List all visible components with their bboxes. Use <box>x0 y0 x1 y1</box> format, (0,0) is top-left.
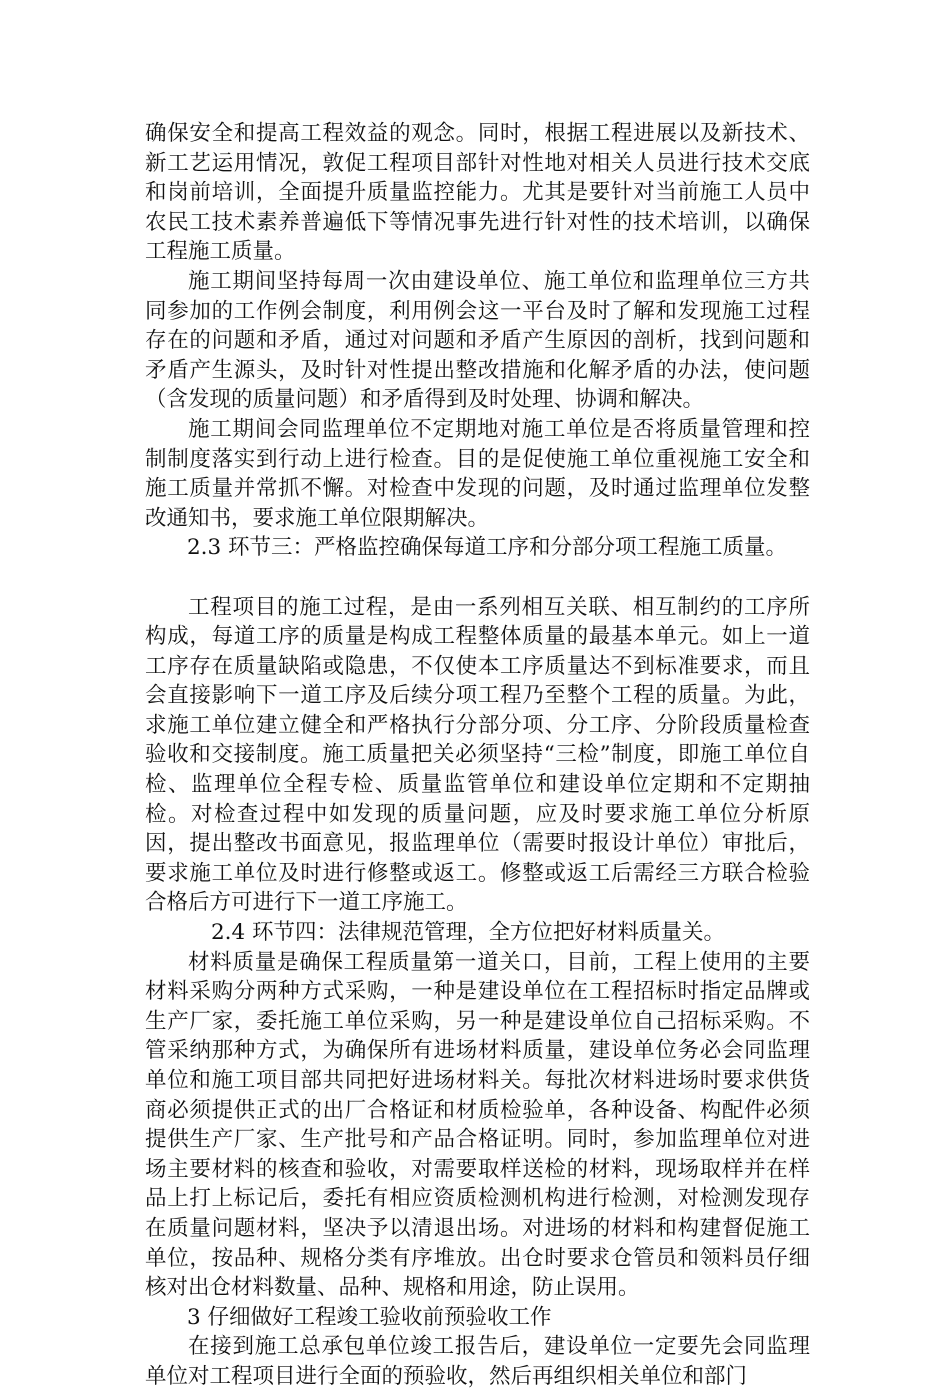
paragraph-inspection: 施工期间会同监理单位不定期地对施工单位是否将质量管理和控制制度落实到行动上进行检查。目的是促使施工单位重视施工安全和施工质量并常抓不懈。对检查中发现的问题，及时通过监理单位发整改通知书，要求施工单位限期解决。 <box>145 416 810 531</box>
paragraph-process-quality: 工程项目的施工过程，是由一系列相互关联、相互制约的工序所构成，每道工序的质量是构成工程整体质量的最基本单元。如上一道工序存在质量缺陷或隐患，不仅使本工序质量达不到标准要求，而且会直接影响下一道工序及后续分项工程乃至整个工程的质量。为此，求施工单位建立健全和严格执行分部分项、分工序、分阶段质量检查验收和交接制度。施工质量把关必须坚持“三检”制度，即施工单位自检、监理单位全程专检、质量监管单位和建设单位定期和不定期抽检。对检查过程中如发现的质量问题，应及时要求施工单位分析原因，提出整改书面意见，报监理单位（需要时报设计单位）审批后，要求施工单位及时进行修整或返工。修整或返工后需经三方联合检验合格后方可进行下一道工序施工。 <box>145 594 810 916</box>
paragraph-pre-acceptance: 在接到施工总承包单位竣工报告后，建设单位一定要先会同监理单位对工程项目进行全面的预验收，然后再组织相关单位和部门 <box>145 1334 810 1389</box>
paragraph-material-quality: 材料质量是确保工程质量第一道关口，目前，工程上使用的主要材料采购分两种方式采购，一种是建设单位在工程招标时指定品牌或生产厂家，委托施工单位采购，另一种是建设单位自己招标采购。不管采纳那种方式，为确保所有进场材料质量，建设单位务必会同监理单位和施工项目部共同把好进场材料关。每批次材料进场时要求供货商必须提供正式的出厂合格证和材质检验单，各种设备、构配件必须提供生产厂家、生产批号和产品合格证明。同时，参加监理单位对进场主要材料的核查和验收，对需要取样送检的材料，现场取样并在样品上打上标记后，委托有相应资质检测机构进行检测，对检测发现存在质量问题材料，坚决予以清退出场。对进场的材料和构建督促施工单位，按品种、规格分类有序堆放。出仓时要求仓管员和领料员仔细核对出仓材料数量、品种、规格和用途，防止误用。 <box>145 949 810 1301</box>
paragraph-training: 确保安全和提高工程效益的观念。同时，根据工程进展以及新技术、新工艺运用情况，敦促工程项目部针对性地对相关人员进行技术交底和岗前培训，全面提升质量监控能力。尤其是要针对当前施工人员中农民工技术素养普遍低下等情况事先进行针对性的技术培训，以确保工程施工质量。 <box>145 121 810 265</box>
document-page <box>145 119 810 1392</box>
section-heading-3: 3 仔细做好工程竣工验收前预验收工作 <box>187 1304 552 1330</box>
section-heading-2-3: 2.3 环节三：严格监控确保每道工序和分部分项工程施工质量。 <box>187 535 788 561</box>
paragraph-weekly-meeting: 施工期间坚持每周一次由建设单位、施工单位和监理单位三方共同参加的工作例会制度，利用例会这一平台及时了解和发现施工过程存在的问题和矛盾，通过对问题和矛盾产生原因的剖析，找到问题和矛盾产生源头，及时针对性提出整改措施和化解矛盾的办法，使问题（含发现的质量问题）和矛盾得到及时处理、协调和解决。 <box>145 268 810 413</box>
section-heading-2-4: 2.4 环节四：法律规范管理，全方位把好材料质量关。 <box>211 920 726 946</box>
